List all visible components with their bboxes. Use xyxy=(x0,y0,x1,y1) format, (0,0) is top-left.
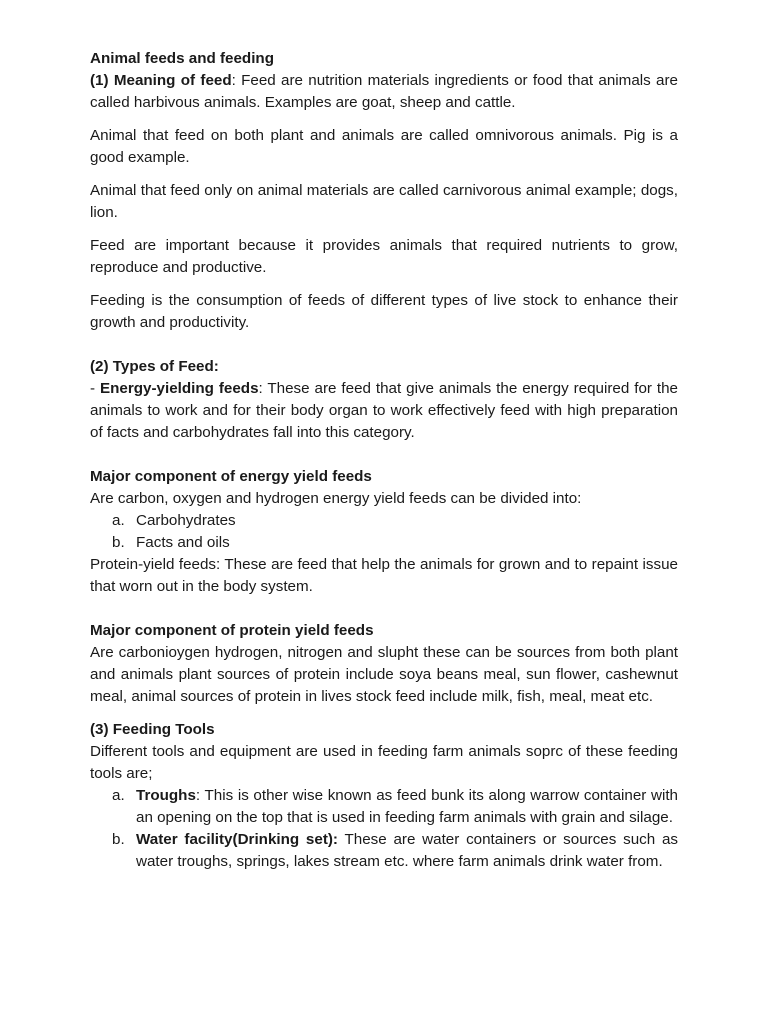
section-heading-feeding-tools: (3) Feeding Tools xyxy=(90,721,215,738)
protein-component-heading: Major component of protein yield feeds xyxy=(90,622,374,639)
omnivorous-paragraph: Animal that feed on both plant and animals are called omnivorous animals. Pig is a good example. xyxy=(90,127,678,166)
feeding-paragraph: Feeding is the consumption of feeds of different types of live stock to enhance their growth and productivity. xyxy=(90,292,678,331)
energy-component-list xyxy=(90,510,678,554)
list-item: b. Facts and oils xyxy=(112,534,230,551)
protein-yield-paragraph: Protein-yield feeds: These are feed that help the animals for grown and to repaint issue that worn out in the body system. xyxy=(90,556,678,595)
list-item: b. Water facility(Drinking set): These are water containers or sources such as water troughs, springs, lakes stream etc. where farm animals drink water from. xyxy=(112,831,678,870)
list-item: a. Troughs: This is other wise known as feed bunk its along warrow container with an opening on the top that is used in feeding farm animals with grain and silage. xyxy=(112,787,678,826)
troughs-term: Troughs xyxy=(136,787,196,804)
feeding-tools-intro: Different tools and equipment are used in feeding farm animals soprc of these feeding tools are; xyxy=(90,743,678,782)
meaning-of-feed-paragraph: (1) Meaning of feed: Feed are nutrition materials ingredients or food that animals are called harbivous animals. Examples are goat, sheep and cattle. xyxy=(90,72,678,111)
list-item: a. Carbohydrates xyxy=(112,512,236,529)
feeding-tools-list xyxy=(90,785,678,873)
document-title: Animal feeds and feeding xyxy=(90,50,274,67)
importance-paragraph: Feed are important because it provides animals that required nutrients to grow, reproduce and productive. xyxy=(90,237,678,276)
energy-component-heading: Major component of energy yield feeds xyxy=(90,468,372,485)
section-heading-meaning: (1) Meaning of feed xyxy=(90,72,232,89)
protein-component-paragraph: Are carbonioygen hydrogen, nitrogen and slupht these can be sources from both plant and animals plant sources of protein include soya beans meal, sun flower, cashewnut meal, animal sources of protein in lives stock feed include milk, fish, meal, meat etc. xyxy=(90,644,678,705)
section-heading-types: (2) Types of Feed: xyxy=(90,358,219,375)
energy-yielding-paragraph: - Energy-yielding feeds: These are feed that give animals the energy required for the animals to work and for their body organ to work effectively feed with high preparation of facts and carbohydrates fall into this category. xyxy=(90,380,678,441)
energy-yielding-term: Energy-yielding feeds xyxy=(99,380,259,397)
energy-component-intro: Are carbon, oxygen and hydrogen energy yield feeds can be divided into: xyxy=(90,490,582,507)
carnivorous-paragraph: Animal that feed only on animal materials are called carnivorous animal example; dogs, lion. xyxy=(90,182,678,221)
water-facility-term: Water facility(Drinking set): xyxy=(136,831,338,848)
